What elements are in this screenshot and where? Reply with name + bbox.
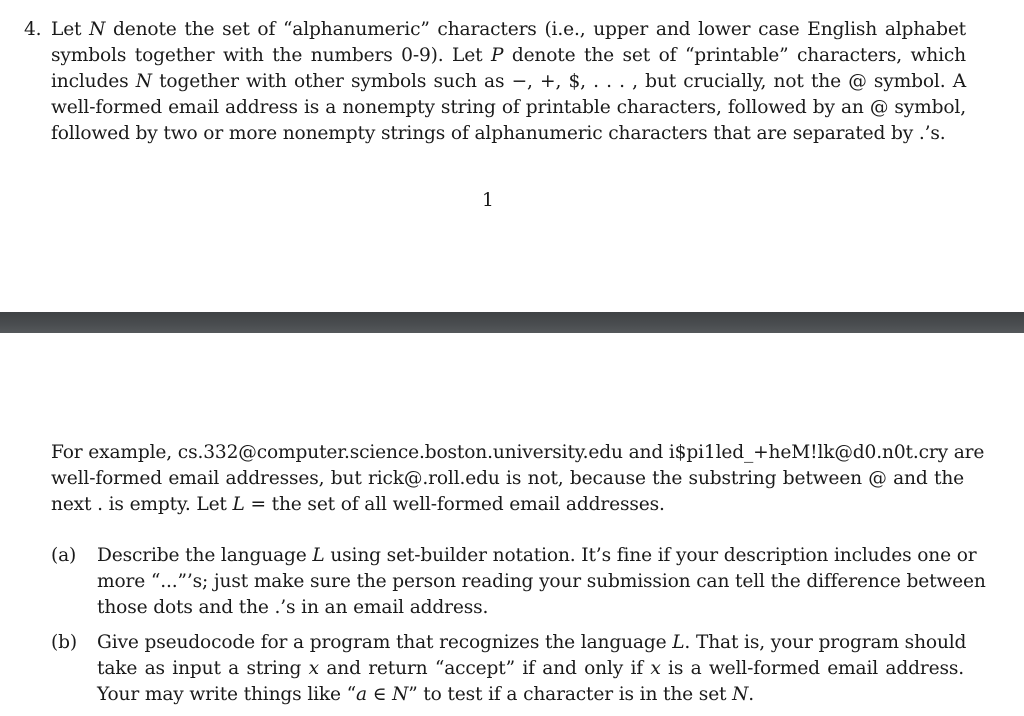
part-line: take as input a string 𝑥 and return “accept” if and only if 𝑥 is a well-formed email address. [97,658,964,679]
example-line: For example, cs.332@computer.science.boston.university.edu and i$pi1led_+heM!lk@d0.n0t.cry are [51,442,985,463]
part-b-text [97,630,967,708]
example-paragraph [51,440,985,518]
example-line: well-formed email addresses, but rick@.roll.edu is not, because the substring between @ and the [51,468,964,489]
part-line: Your may write things like “𝑎 ∈ 𝑁” to test if a character is in the set 𝑁. [97,684,755,705]
problem-line: symbols together with the numbers 0-9). Let 𝑃 denote the set of “printable” characters, which [51,45,966,66]
part-label: (a) [51,545,77,566]
part-line: more “...”’s; just make sure the person reading your submission can tell the difference between [97,571,986,592]
page-divider [0,312,1024,333]
part-line: Describe the language 𝐿 using set-builder notation. It’s fine if your description includes one or [97,545,977,566]
problem-number: 4. [24,19,42,40]
problem-line: followed by two or more nonempty strings of alphanumeric characters that are separated by .’s. [51,123,946,144]
problem-line: includes 𝑁 together with other symbols such as −, +, $, . . . , but crucially, not the @ symbol. A [51,71,966,92]
problem-line: well-formed email address is a nonempty string of printable characters, followed by an @ symbol, [51,97,966,118]
page-top [0,0,1024,312]
example-line: next . is empty. Let 𝐿 = the set of all well-formed email addresses. [51,494,665,515]
part-line: Give pseudocode for a program that recognizes the language 𝐿. That is, your program should [97,632,967,653]
part-label: (b) [51,632,77,653]
problem-text [51,17,966,147]
part-a-text [97,543,986,621]
problem-line: Let 𝑁 denote the set of “alphanumeric” characters (i.e., upper and lower case English alphabet [51,19,966,40]
page-number: 1 [482,190,494,211]
part-line: those dots and the .’s in an email address. [97,597,489,618]
